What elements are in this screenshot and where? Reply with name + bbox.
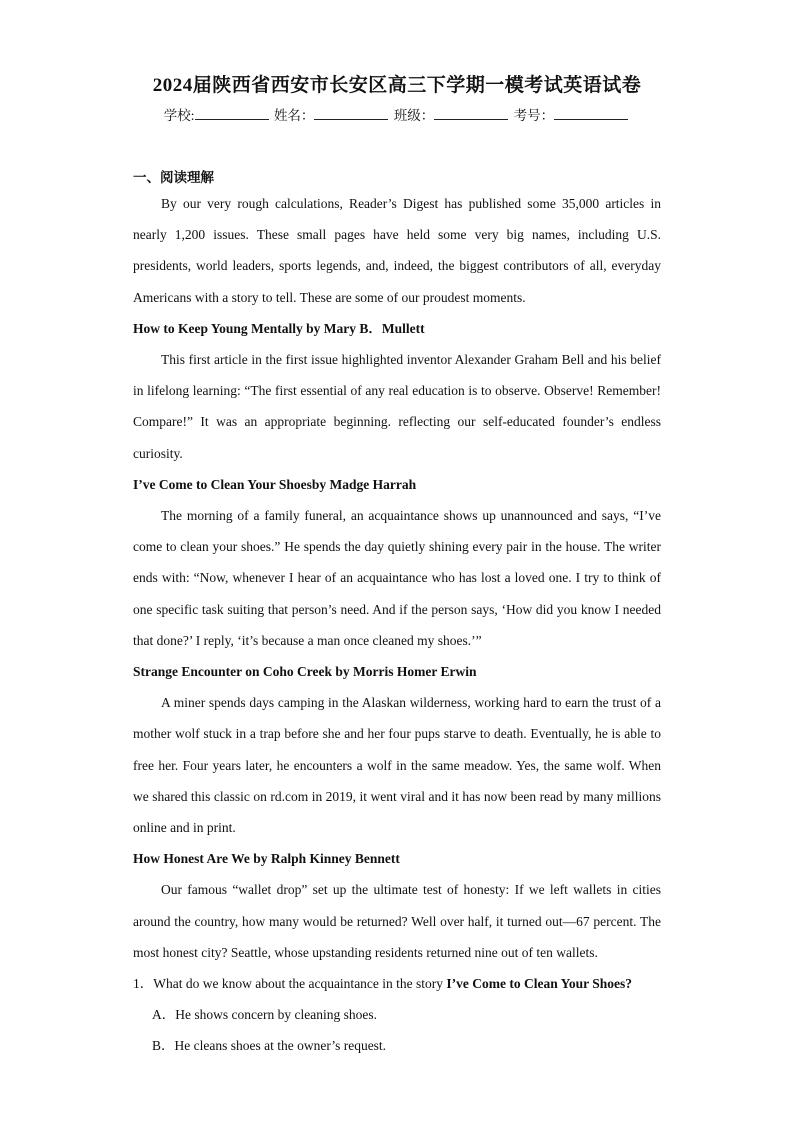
option-b[interactable]: B．He cleans shoes at the owner’s request.	[152, 1038, 387, 1054]
article-heading-2: I’ve Come to Clean Your Shoesby Madge Harrah	[133, 476, 417, 492]
article-heading-3: Strange Encounter on Coho Creek by Morris Homer Erwin	[133, 664, 477, 680]
number-blank[interactable]	[554, 107, 628, 120]
class-label: 班级：	[393, 108, 435, 123]
article-paragraph-1: This first article in the first issue highlighted inventor Alexander Graham Bell and his belief in lifelong learning: “The first essential of any real education is to observe. Observe! Remember! Compare!” It was an appropriate beginning. reflecting our self-educated founder’s endless curiosity.	[133, 352, 661, 461]
question-stem: What do we know about the acquaintance in the story	[153, 976, 447, 992]
section-title: 一、阅读理解	[133, 170, 214, 185]
article-paragraph-2: The morning of a family funeral, an acquaintance shows up unannounced and says, “I’ve come to clean your shoes.” He spends the day quietly shining every pair in the house. The writer ends with: “Now, whenever I hear of an acquaintance who has lost a loved one. I try to think of one specific task suiting that person’s need. And if the person says, ‘How did you know I needed that done?’ I reply, ‘it’s because a man once cleaned my shoes.’”	[133, 508, 661, 648]
article-heading-4: How Honest Are We by Ralph Kinney Bennett	[133, 851, 400, 867]
article-paragraph-3: A miner spends days camping in the Alaskan wilderness, working hard to earn the trust of a mother wolf stuck in a trap before she and her four pups starve to death. Eventually, he is able to free her. Four years later, he encounters a wolf in the same meadow. Yes, the same wolf. When we shared this classic on rd.com in 2019, it went viral and it has now been read by many millions online and in print.	[133, 695, 661, 836]
article-paragraph-4: Our famous “wallet drop” set up the ultimate test of honesty: If we left wallets in cities around the country, how many would be returned? Well over half, it turned out—67 percent. The most honest city? Seattle, whose upstanding residents returned nine out of ten wallets.	[133, 882, 661, 960]
option-a[interactable]: A．He shows concern by cleaning shoes.	[152, 1007, 377, 1023]
page-title: 2024届陕西省西安市长安区高三下学期一模考试英语试卷	[152, 75, 642, 96]
reading-passage	[133, 188, 661, 1062]
student-info-line	[0, 104, 794, 124]
number-label: 考号：	[513, 108, 555, 123]
intro-paragraph: By our very rough calculations, Reader’s Digest has published some 35,000 articles in nearly 1,200 issues. These small pages have held some very big names, including U.S. presidents, world leaders, sports legends, and, indeed, the biggest contributors of all, everyday Americans with a story to tell. These are some of our proudest moments.	[133, 196, 661, 305]
name-blank[interactable]	[314, 107, 388, 120]
question-1	[133, 968, 661, 999]
article-heading-1: How to Keep Young Mentally by Mary B．Mullett	[133, 320, 425, 336]
school-blank[interactable]	[195, 107, 269, 120]
name-label: 姓名：	[273, 108, 315, 123]
school-label: 学校:	[163, 108, 195, 123]
question-number: 1．	[133, 976, 154, 992]
question-stem-title: I’ve Come to Clean Your Shoes?	[446, 976, 633, 992]
class-blank[interactable]	[434, 107, 508, 120]
